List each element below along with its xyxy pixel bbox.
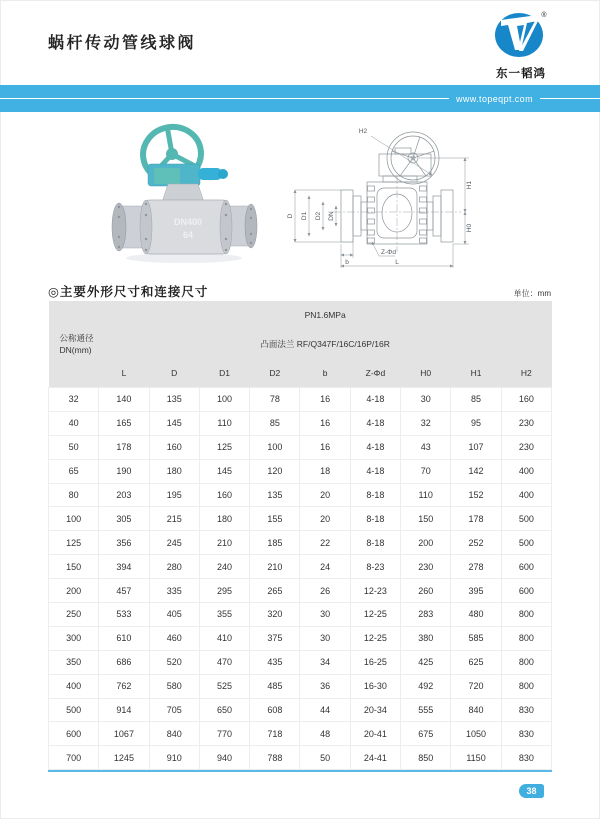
centerlines [333, 176, 461, 252]
dimension-cell: 140 [99, 388, 149, 412]
dimension-cell: 485 [250, 674, 300, 698]
dimension-cell: 180 [199, 507, 249, 531]
dimension-cell: 410 [199, 626, 249, 650]
dimension-cell: 30 [300, 603, 350, 627]
dimension-cell: 43 [401, 435, 451, 459]
label-H0: H0 [466, 223, 473, 233]
dimension-cell: 840 [149, 722, 199, 746]
column-header-H0: H0 [401, 358, 451, 388]
dimension-cell: 190 [99, 459, 149, 483]
brand-logo-icon [493, 10, 549, 60]
label-DN: DN [328, 211, 335, 221]
dimension-cell: 492 [401, 674, 451, 698]
table-row [49, 626, 552, 650]
dimension-cell: 675 [401, 722, 451, 746]
dimension-cell: 240 [199, 555, 249, 579]
dimension-cell: 135 [250, 483, 300, 507]
dimension-cell: 375 [250, 626, 300, 650]
column-header-D1: D1 [199, 358, 249, 388]
dimension-cell: 320 [250, 603, 300, 627]
dimension-cell: 85 [250, 411, 300, 435]
unit-label: 单位：mm [513, 289, 551, 298]
flange-spec-header: 凸面法兰 RF/Q347F/16C/16P/16R [99, 329, 552, 358]
dimension-cell: 20 [300, 483, 350, 507]
dimension-cell: 145 [199, 459, 249, 483]
dn-cell: 700 [49, 746, 99, 770]
dimensions-table [48, 301, 552, 770]
dimension-cell: 608 [250, 698, 300, 722]
dimension-cell: 215 [149, 507, 199, 531]
dn-cell: 200 [49, 579, 99, 603]
dimension-cell: 500 [501, 507, 551, 531]
dimension-cell: 394 [99, 555, 149, 579]
dn-cell: 300 [49, 626, 99, 650]
dimension-cell: 100 [250, 435, 300, 459]
label-H2: H2 [358, 128, 368, 135]
photo-shadow [126, 253, 242, 263]
column-header-row [49, 358, 552, 388]
dimension-cell: 1150 [451, 746, 501, 770]
dimension-cell: 20 [300, 507, 350, 531]
dn-cell: 400 [49, 674, 99, 698]
dimension-cell: 16 [300, 411, 350, 435]
dimensions-table-wrap [48, 301, 552, 772]
dimension-cell: 500 [501, 531, 551, 555]
dimension-cell: 245 [149, 531, 199, 555]
dimension-cell: 830 [501, 722, 551, 746]
label-Zd: Z-Φd [381, 249, 396, 256]
table-row [49, 674, 552, 698]
dimension-cell: 230 [401, 555, 451, 579]
dn-cell: 150 [49, 555, 99, 579]
dimension-cell: 16-25 [350, 650, 400, 674]
dimension-cell: 435 [250, 650, 300, 674]
dimension-cell: 335 [149, 579, 199, 603]
valve-marking-class: 64 [182, 230, 194, 240]
dimension-cell: 100 [199, 388, 249, 412]
dimension-cell: 48 [300, 722, 350, 746]
dn-cell: 65 [49, 459, 99, 483]
page-title: 蜗杆传动管线球阀 [48, 35, 197, 52]
dimension-cell: 120 [250, 459, 300, 483]
dimension-cell: 24 [300, 555, 350, 579]
dimension-cell: 20-34 [350, 698, 400, 722]
dn-cell: 350 [49, 650, 99, 674]
dimension-cell: 36 [300, 674, 350, 698]
dn-cell: 500 [49, 698, 99, 722]
dimension-cell: 185 [250, 531, 300, 555]
dimension-cell: 78 [250, 388, 300, 412]
dimension-cell: 788 [250, 746, 300, 770]
dimension-cell: 720 [451, 674, 501, 698]
dimension-cell: 914 [99, 698, 149, 722]
table-row [49, 411, 552, 435]
banner-rule-right [540, 98, 600, 99]
dimension-cell: 160 [501, 388, 551, 412]
dimension-cell: 625 [451, 650, 501, 674]
dimension-cell: 260 [401, 579, 451, 603]
dimension-cell: 125 [199, 435, 249, 459]
label-D1: D1 [301, 211, 308, 221]
dimension-cell: 610 [99, 626, 149, 650]
dimension-cell: 26 [300, 579, 350, 603]
dimension-cell: 24-41 [350, 746, 400, 770]
website-banner [0, 85, 600, 112]
dimension-cell: 12-25 [350, 626, 400, 650]
column-header-H1: H1 [451, 358, 501, 388]
dimension-cell: 800 [501, 650, 551, 674]
dn-column-header [49, 301, 99, 388]
dimension-cell: 470 [199, 650, 249, 674]
dimension-cell: 910 [149, 746, 199, 770]
page-number-badge: 38 [519, 784, 544, 798]
table-row [49, 746, 552, 770]
dimension-cell: 230 [501, 435, 551, 459]
dimension-cell: 525 [199, 674, 249, 698]
dimension-cell: 22 [300, 531, 350, 555]
dimension-cell: 16 [300, 435, 350, 459]
dimension-cell: 210 [199, 531, 249, 555]
dn-cell: 80 [49, 483, 99, 507]
dimension-cell: 830 [501, 746, 551, 770]
dimension-cell: 95 [451, 411, 501, 435]
dimension-cell: 718 [250, 722, 300, 746]
column-header-D2: D2 [250, 358, 300, 388]
brand-name: 东一韬鸿 [496, 68, 546, 80]
dimension-cell: 457 [99, 579, 149, 603]
label-D2: D2 [315, 211, 322, 221]
dimension-cell: 305 [99, 507, 149, 531]
dn-cell: 250 [49, 603, 99, 627]
dimension-cell: 178 [451, 507, 501, 531]
dimension-cell: 4-18 [350, 388, 400, 412]
dimension-cell: 34 [300, 650, 350, 674]
dn-cell: 50 [49, 435, 99, 459]
gearbox [148, 164, 228, 186]
dimension-cell: 295 [199, 579, 249, 603]
dimension-cell: 8-23 [350, 555, 400, 579]
dimension-cell: 840 [451, 698, 501, 722]
dimension-cell: 85 [451, 388, 501, 412]
brand-logo [490, 10, 552, 81]
dn-cell: 125 [49, 531, 99, 555]
dimension-cell: 850 [401, 746, 451, 770]
dimension-cell: 650 [199, 698, 249, 722]
dimension-cell: 585 [451, 626, 501, 650]
dimension-cell: 12-25 [350, 603, 400, 627]
dimension-cell: 165 [99, 411, 149, 435]
dimension-cell: 278 [451, 555, 501, 579]
dimension-cell: 107 [451, 435, 501, 459]
dimension-cell: 4-18 [350, 459, 400, 483]
dimension-cell: 830 [501, 698, 551, 722]
dn-header-line2: DN(mm) [59, 345, 92, 355]
table-header [49, 301, 552, 388]
dimension-cell: 405 [149, 603, 199, 627]
dimension-cell: 8-18 [350, 483, 400, 507]
website-url: www.topeqpt.com [455, 93, 533, 104]
dimension-cell: 686 [99, 650, 149, 674]
dimension-cell: 20-41 [350, 722, 400, 746]
dimension-cell: 200 [401, 531, 451, 555]
dimension-cell: 555 [401, 698, 451, 722]
section-heading: ◎主要外形尺寸和连接尺寸 [48, 285, 209, 299]
banner-rule-left [0, 98, 449, 99]
dimension-cell: 195 [149, 483, 199, 507]
table-row [49, 579, 552, 603]
table-row [49, 388, 552, 412]
pressure-class-header: PN1.6MPa [99, 301, 552, 329]
dimension-cell: 8-18 [350, 507, 400, 531]
dimension-cell: 520 [149, 650, 199, 674]
dimension-cell: 1245 [99, 746, 149, 770]
dimension-cell: 180 [149, 459, 199, 483]
dimension-cell: 460 [149, 626, 199, 650]
dimension-cell: 800 [501, 626, 551, 650]
dimension-cell: 4-18 [350, 435, 400, 459]
dimension-cell: 1050 [451, 722, 501, 746]
dimension-cell: 203 [99, 483, 149, 507]
dimension-cell: 155 [250, 507, 300, 531]
dimension-cell: 135 [149, 388, 199, 412]
dimension-cell: 705 [149, 698, 199, 722]
dimension-labels [287, 128, 473, 266]
table-row [49, 483, 552, 507]
dn-cell: 100 [49, 507, 99, 531]
dimension-cell: 30 [300, 626, 350, 650]
label-L: L [395, 259, 399, 266]
table-row [49, 650, 552, 674]
dimension-cell: 110 [401, 483, 451, 507]
dn-cell: 40 [49, 411, 99, 435]
dimension-cell: 110 [199, 411, 249, 435]
dimension-cell: 770 [199, 722, 249, 746]
dimension-cell: 44 [300, 698, 350, 722]
valve-drawing [283, 112, 483, 274]
dimension-cell: 800 [501, 674, 551, 698]
dimension-cell: 762 [99, 674, 149, 698]
valve-marking-dn: DN400 [173, 217, 203, 227]
column-header-L: L [99, 358, 149, 388]
table-row [49, 531, 552, 555]
dimension-cell: 142 [451, 459, 501, 483]
dimension-cell: 940 [199, 746, 249, 770]
dimension-cell: 18 [300, 459, 350, 483]
dn-header-line1: 公称通径 [59, 332, 94, 343]
dimension-cell: 210 [250, 555, 300, 579]
column-header-H2: H2 [501, 358, 551, 388]
table-row [49, 507, 552, 531]
dimension-cell: 380 [401, 626, 451, 650]
dimension-cell: 30 [401, 388, 451, 412]
dimension-cell: 50 [300, 746, 350, 770]
dimension-cell: 16-30 [350, 674, 400, 698]
column-header-b: b [300, 358, 350, 388]
column-header-Zd: Z-Φd [350, 358, 400, 388]
dimension-cell: 480 [451, 603, 501, 627]
dimension-cell: 230 [501, 411, 551, 435]
dimension-cell: 265 [250, 579, 300, 603]
label-b: b [345, 259, 349, 266]
valve-body [112, 200, 257, 254]
dn-cell: 32 [49, 388, 99, 412]
dimension-cell: 160 [149, 435, 199, 459]
table-row [49, 459, 552, 483]
dimension-cell: 283 [401, 603, 451, 627]
dimension-cell: 400 [501, 483, 551, 507]
dimension-cell: 800 [501, 603, 551, 627]
dimension-cell: 580 [149, 674, 199, 698]
label-H1: H1 [466, 180, 473, 190]
dimension-cell: 12-23 [350, 579, 400, 603]
table-row [49, 435, 552, 459]
label-D: D [287, 213, 294, 219]
dimension-cell: 1067 [99, 722, 149, 746]
dimension-cell: 150 [401, 507, 451, 531]
dimension-cell: 533 [99, 603, 149, 627]
table-row [49, 698, 552, 722]
table-body [49, 388, 552, 770]
dimension-cell: 425 [401, 650, 451, 674]
dimension-cell: 70 [401, 459, 451, 483]
dimension-cell: 145 [149, 411, 199, 435]
dimension-cell: 280 [149, 555, 199, 579]
dimension-cell: 600 [501, 555, 551, 579]
dimension-cell: 400 [501, 459, 551, 483]
valve-photo [102, 118, 272, 266]
table-row [49, 722, 552, 746]
dimension-cell: 32 [401, 411, 451, 435]
dimension-cell: 160 [199, 483, 249, 507]
registered-mark: ® [541, 12, 547, 19]
dimension-cell: 152 [451, 483, 501, 507]
table-row [49, 555, 552, 579]
table-row [49, 603, 552, 627]
dimension-cell: 395 [451, 579, 501, 603]
dn-cell: 600 [49, 722, 99, 746]
dimension-cell: 8-18 [350, 531, 400, 555]
column-header-D: D [149, 358, 199, 388]
dimension-cell: 252 [451, 531, 501, 555]
dimension-cell: 356 [99, 531, 149, 555]
valve-yoke [162, 184, 204, 202]
dimension-cell: 600 [501, 579, 551, 603]
dimension-cell: 355 [199, 603, 249, 627]
dimension-cell: 4-18 [350, 411, 400, 435]
dimension-cell: 16 [300, 388, 350, 412]
dimension-cell: 178 [99, 435, 149, 459]
